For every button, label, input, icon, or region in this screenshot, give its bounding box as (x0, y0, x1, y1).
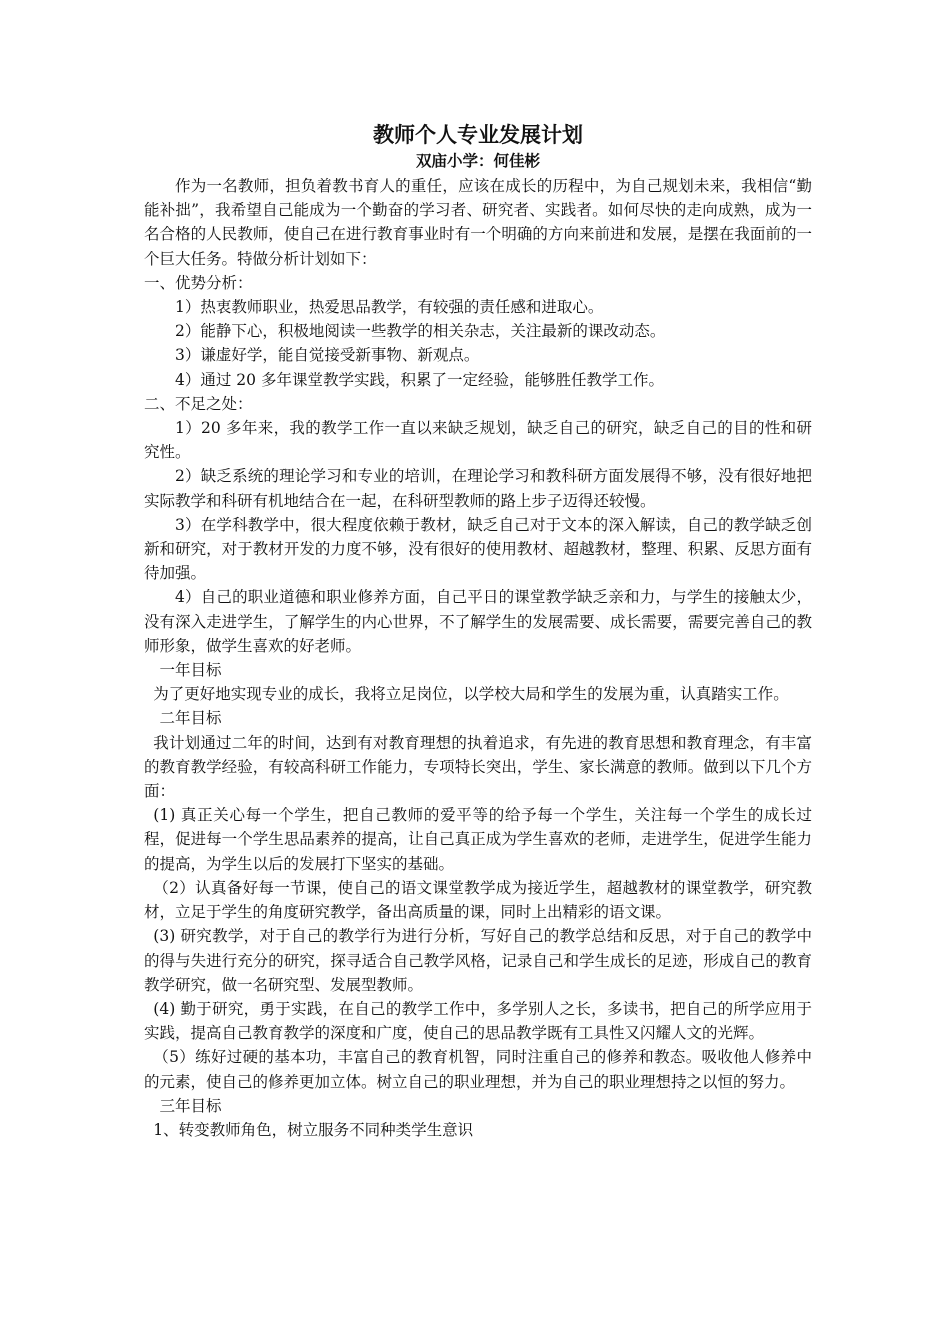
weakness-item: 3）在学科教学中，很大程度依赖于教材，缺乏自己对于文本的深入解读，自己的教学缺乏创新和研究，对于教材开发的力度不够，没有很好的使用教材、超越教材，整理、积累、反思方面有待加强。 (144, 515, 812, 583)
year2-item: (1) 真正关心每一个学生，把自己教师的爱平等的给予每一个学生，关注每一个学生的成长过程，促进每一个学生思品素养的提高，让自己真正成为学生喜欢的老师，走进学生，促进学生能力的提高，为学生以后的发展打下坚实的基础。 (144, 806, 812, 873)
weakness-item: 4）自己的职业道德和职业修养方面，自己平日的课堂教学缺乏亲和力，与学生的接触太少，没有深入走进学生，了解学生的内心世界，不了解学生的发展需要、成长需要，需要完善自己的教师形象，做学生喜欢的好老师。 (144, 588, 812, 655)
document-page (144, 120, 812, 1142)
document-author: 双庙小学：何佳彬 (415, 152, 540, 170)
strength-item: 2）能静下心，积极地阅读一些教学的相关杂志，关注最新的课改动态。 (175, 322, 666, 341)
intro-paragraph: 作为一名教师，担负着教书育人的重任，应该在成长的历程中，为自己规划未来，我相信“勤能补拙”，我希望自己能成为一个勤奋的学习者、研究者、实践者。如何尽快的走向成熟，成为一名合格的人民教师，使自己在进行教育事业时有一个明确的方向来前进和发展，是摆在我面前的一个巨大任务。特做分析计划如下： (144, 177, 812, 268)
year2-item: （5）练好过硬的基本功，丰富自己的教育机智，同时注重自己的修养和教态。吸收他人修养中的元素，使自己的修养更加立体。树立自己的职业理想，并为自己的职业理想持之以恒的努力。 (144, 1048, 812, 1091)
weakness-item: 1）20 多年来，我的教学工作一直以来缺乏规划，缺乏自己的研究，缺乏自己的目的性和研究性。 (144, 419, 812, 462)
document-title: 教师个人专业发展计划 (373, 123, 583, 147)
year1-heading: 一年目标 (159, 661, 222, 680)
strength-item: 4）通过 20 多年课堂教学实践，积累了一定经验，能够胜任教学工作。 (175, 370, 664, 389)
strength-item: 3）谦虚好学，能自觉接受新事物、新观点。 (175, 346, 480, 365)
year1-text: 为了更好地实现专业的成长，我将立足岗位，以学校大局和学生的发展为重，认真踏实工作。 (153, 685, 789, 704)
year3-item: 1、转变教师角色，树立服务不同种类学生意识 (153, 1120, 474, 1139)
year3-heading: 三年目标 (159, 1096, 222, 1115)
year2-item: （2）认真备好每一节课，使自己的语文课堂教学成为接近学生，超越教材的课堂教学，研究教材，立足于学生的角度研究教学，备出高质量的课，同时上出精彩的语文课。 (144, 878, 812, 922)
section-heading-strengths: 一、优势分析： (144, 273, 253, 292)
weakness-item: 2）缺乏系统的理论学习和专业的培训，在理论学习和教科研方面发展得不够，没有很好地把实际教学和科研有机地结合在一起，在科研型教师的路上步子迈得还较慢。 (144, 467, 812, 510)
section-heading-weaknesses: 二、不足之处： (144, 394, 253, 413)
year2-item: (3) 研究教学，对于自己的教学行为进行分析，写好自己的教学总结和反思，对于自己的教学中的得与失进行充分的研究，探寻适合自己教学风格，记录自己和学生成长的足迹，形成自己的教育教学研究，做一名研究型、发展型教师。 (144, 927, 812, 994)
year2-item: (4) 勤于研究，勇于实践，在自己的教学工作中，多学别人之长，多读书，把自己的所学应用于实践，提高自己教育教学的深度和广度，使自己的思品教学既有工具性又闪耀人文的光辉。 (144, 999, 812, 1043)
year2-text: 我计划通过二年的时间，达到有对教育理想的执着追求，有先进的教育思想和教育理念，有丰富的教育教学经验，有较高科研工作能力，专项特长突出，学生、家长满意的教师。做到以下几个方面： (144, 733, 812, 801)
year2-heading: 二年目标 (159, 709, 222, 728)
strength-item: 1）热衷教师职业，热爱思品教学，有较强的责任感和进取心。 (175, 298, 604, 317)
